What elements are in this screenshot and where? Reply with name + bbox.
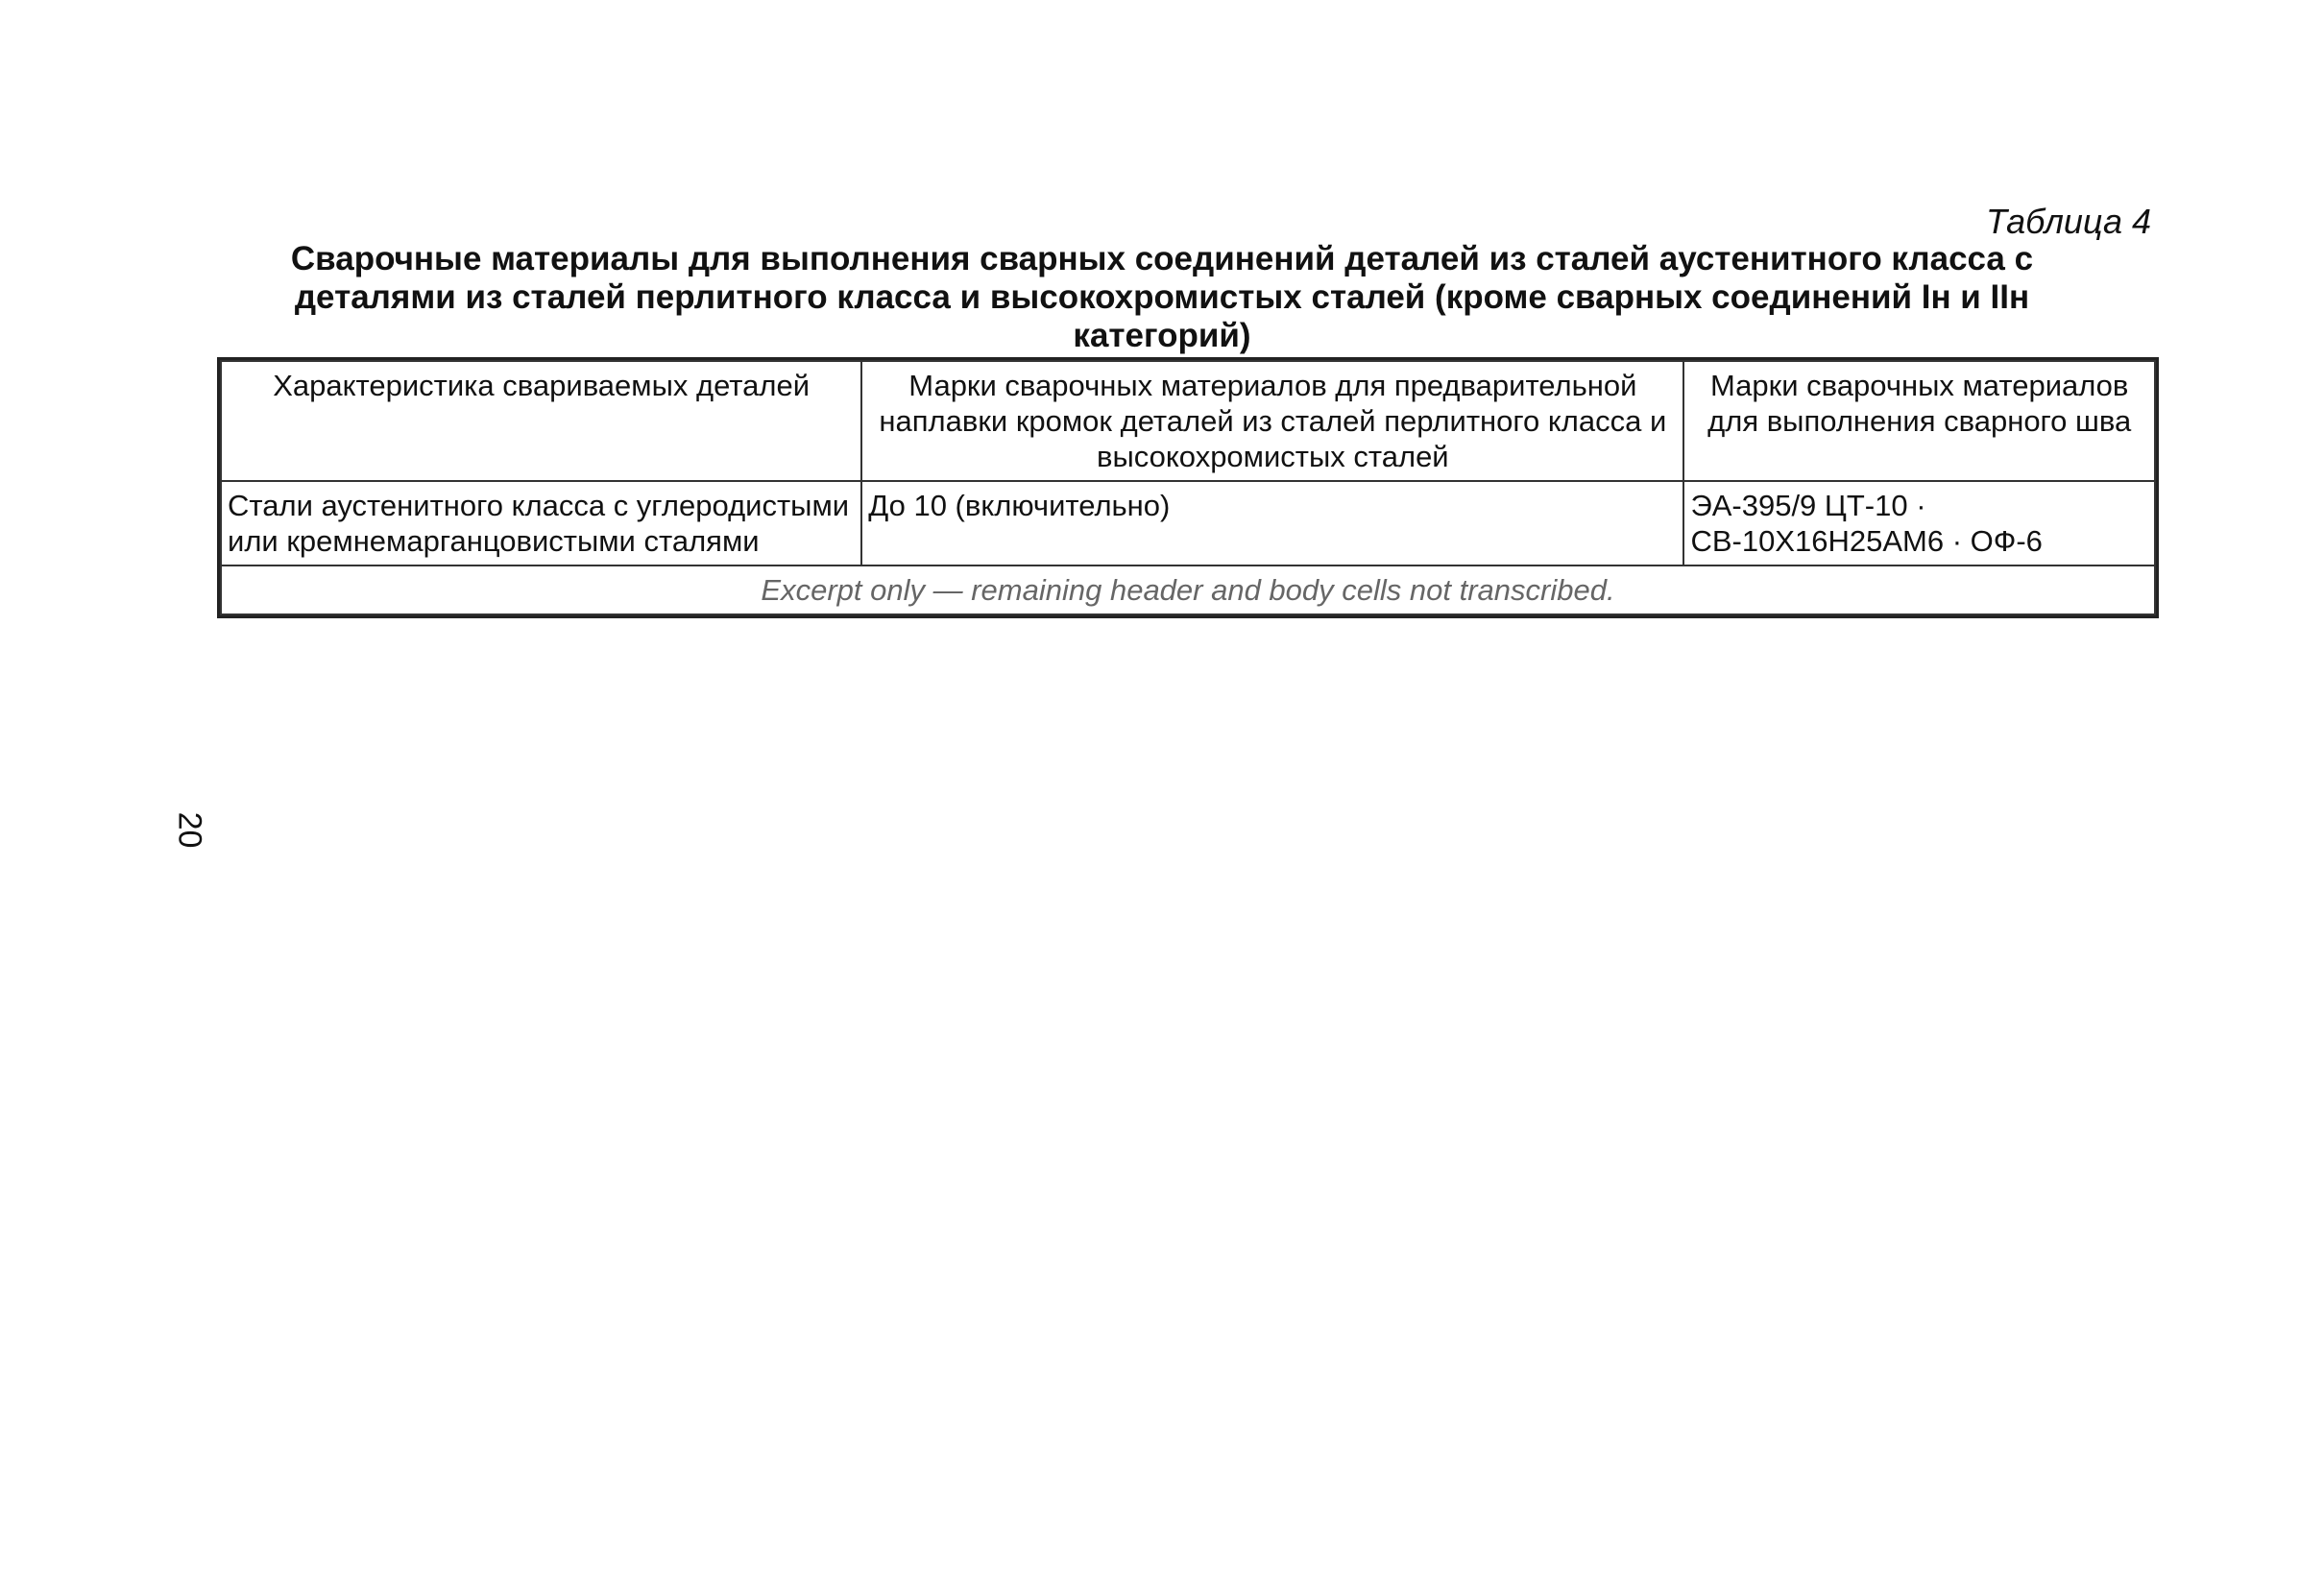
cell-text: СВ-10Х16Н25АМ6 [1690, 524, 1945, 558]
header-row [221, 361, 2155, 481]
header-cell: Марки сварочных материалов для предварительной наплавки кромок деталей из сталей перлитного класса и высокохромистых сталей [861, 361, 1683, 481]
cell-text: ОФ-6 [1970, 524, 2043, 558]
header-cell: Марки сварочных материалов для выполнения сварного шва [1683, 361, 2155, 481]
table-row [221, 481, 2155, 565]
table-caption: Таблица 4 [1985, 202, 2151, 241]
page-number: 20 [171, 811, 208, 849]
materials-table [217, 357, 2159, 618]
table-note: Excerpt only — remaining header and body cells not transcribed. [221, 565, 2155, 614]
table-cell: До 10 (включительно) [861, 481, 1683, 565]
cell-text: ЭА-395/9 ЦТ-10 [1690, 489, 1908, 522]
header-cell: Характеристика свариваемых деталей [221, 361, 861, 481]
table-cell: Стали аустенитного класса с углеродистыми или кремнемарганцовистыми сталями [221, 481, 861, 565]
table-title: Сварочные материалы для выполнения сварных соединений деталей из сталей аустенитного класса с деталями из сталей перлитного класса и высокохромистых сталей (кроме сварных соединений Iн и IIн категорий) [290, 240, 2034, 354]
table-cell: ЭА-395/9 ЦТ-10 · СВ-10Х16Н25АМ6 · ОФ-6 [1683, 481, 2155, 565]
